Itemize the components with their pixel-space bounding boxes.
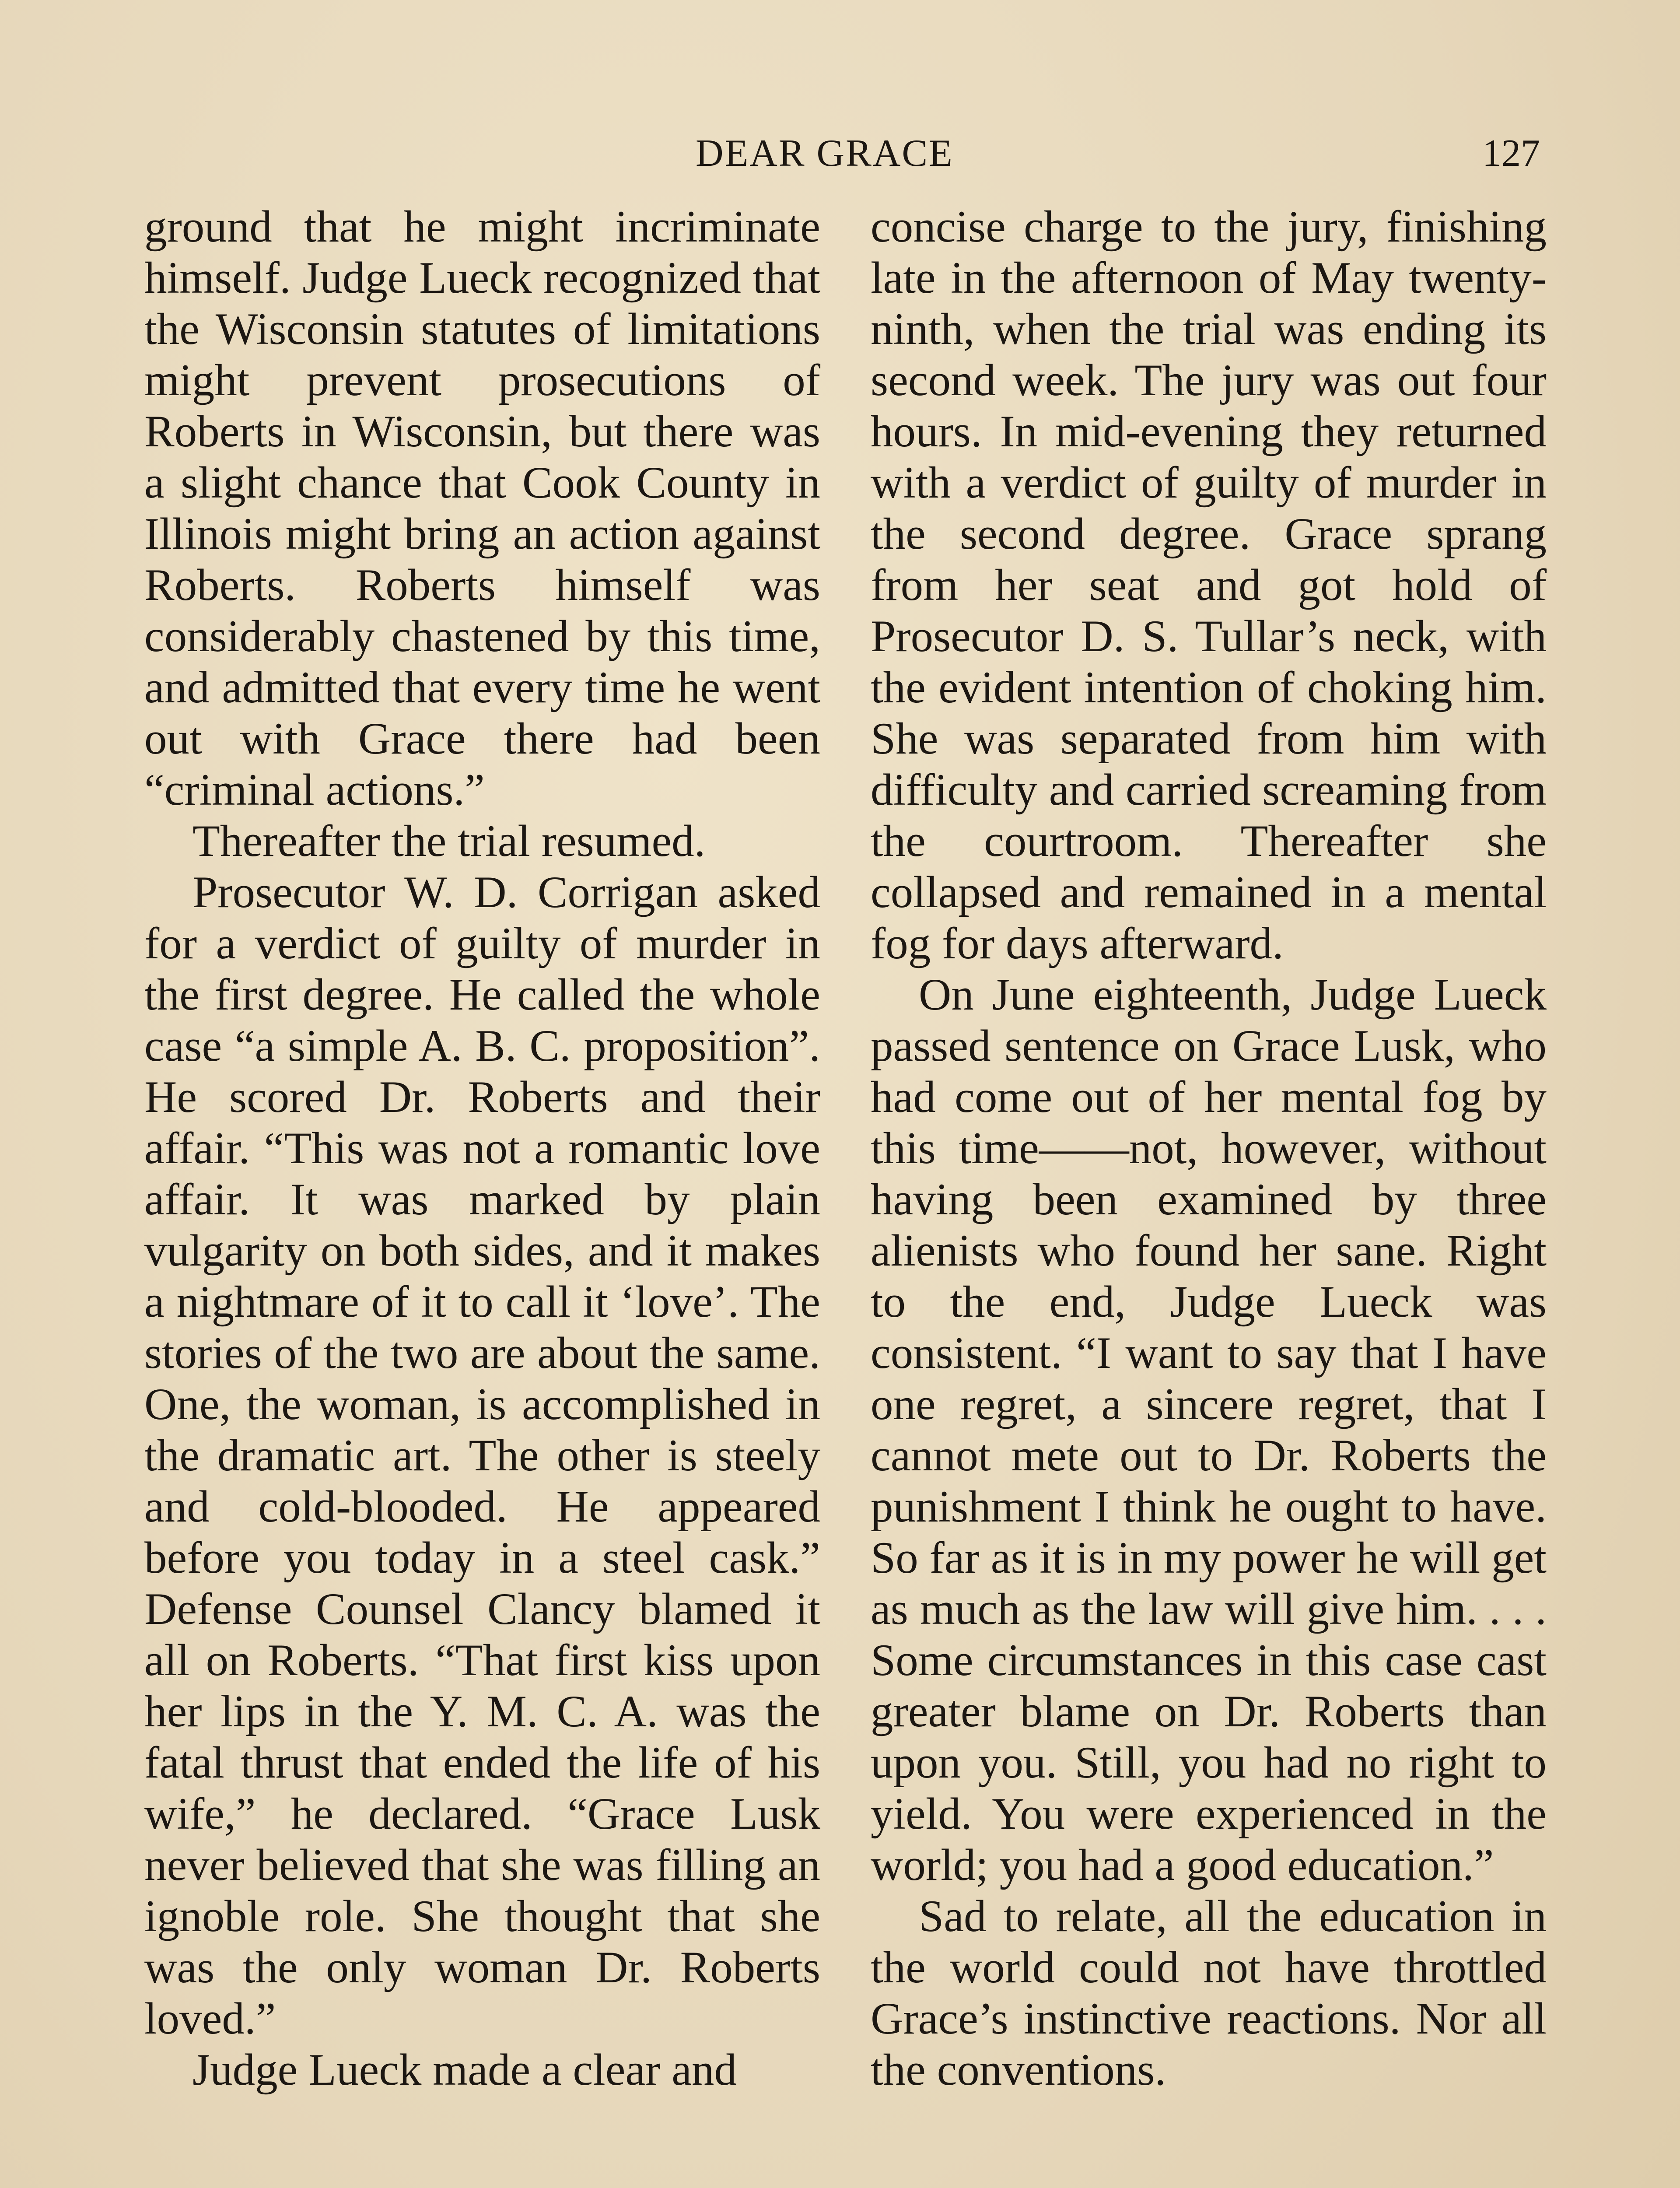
right-column bbox=[871, 201, 1547, 2096]
paragraph: Sad to relate, all the education in the world could not have throttled Grace’s instinctive reactions. Nor all the conventions. bbox=[871, 1891, 1547, 2095]
paragraph: Thereafter the trial resumed. bbox=[192, 816, 706, 866]
paragraph: On June eighteenth, Judge Lueck passed sentence on Grace Lusk, who had come out of her mental fog by this time——not, however, without having been examined by three alienists who found her sane. Right to the end, Judge Lueck was consistent. “I want to say that I have one regret, a sincere regret, that I cannot mete out to Dr. Roberts the punishment I think he ought to have. So far as it is in my power he will get as much as the law will give him. . . . Some circumstances in this case cast greater blame on Dr. Roberts than upon you. Still, you had no right to yield. You were experienced in the world; you had a good education.” bbox=[871, 970, 1547, 1890]
paragraph: Prosecutor W. D. Corrigan asked for a verdict of guilty of murder in the first degree. He called the whole case “a simple A. B. C. proposition”. He scored Dr. Roberts and their affair. “This was not a romantic love affair. It was marked by plain vulgarity on both sides, and it makes a nightmare of it to call it ‘love’. The stories of the two are about the same. One, the woman, is accomplished in the dramatic art. The other is steely and cold-blooded. He appeared before you today in a steel cask.” Defense Counsel Clancy blamed it all on Roberts. “That first kiss upon her lips in the Y. M. C. A. was the fatal thrust that ended the life of his wife,” he declared. “Grace Lusk never believed that she was filling an ignoble role. She thought that she was the only woman Dr. Roberts loved.” bbox=[144, 867, 820, 2044]
paragraph: concise charge to the jury, finishing late in the afternoon of May twenty-ninth, when the trial was ending its second week. The jury was out four hours. In mid-evening they returned with a verdict of guilty of murder in the second degree. Grace sprang from her seat and got hold of Prosecutor D. S. Tullar’s neck, with the evident intention of choking him. She was separated from him with difficulty and carried screaming from the courtroom. Thereafter she collapsed and remained in a mental fog for days afterward. bbox=[871, 202, 1547, 968]
paragraph: Judge Lueck made a clear and bbox=[192, 2045, 737, 2095]
page-number: 127 bbox=[1482, 132, 1540, 175]
paragraph: ground that he might incriminate himself. Judge Lueck recognized that the Wisconsin statutes of limitations might prevent prosecutions of Roberts in Wisconsin, but there was a slight chance that Cook County in Illinois might bring an action against Roberts. Roberts himself was considerably chastened by this time, and admitted that every time he went out with Grace there had been “criminal actions.” bbox=[144, 202, 820, 815]
running-header: DEAR GRACE bbox=[696, 132, 954, 175]
left-column bbox=[144, 201, 820, 2096]
